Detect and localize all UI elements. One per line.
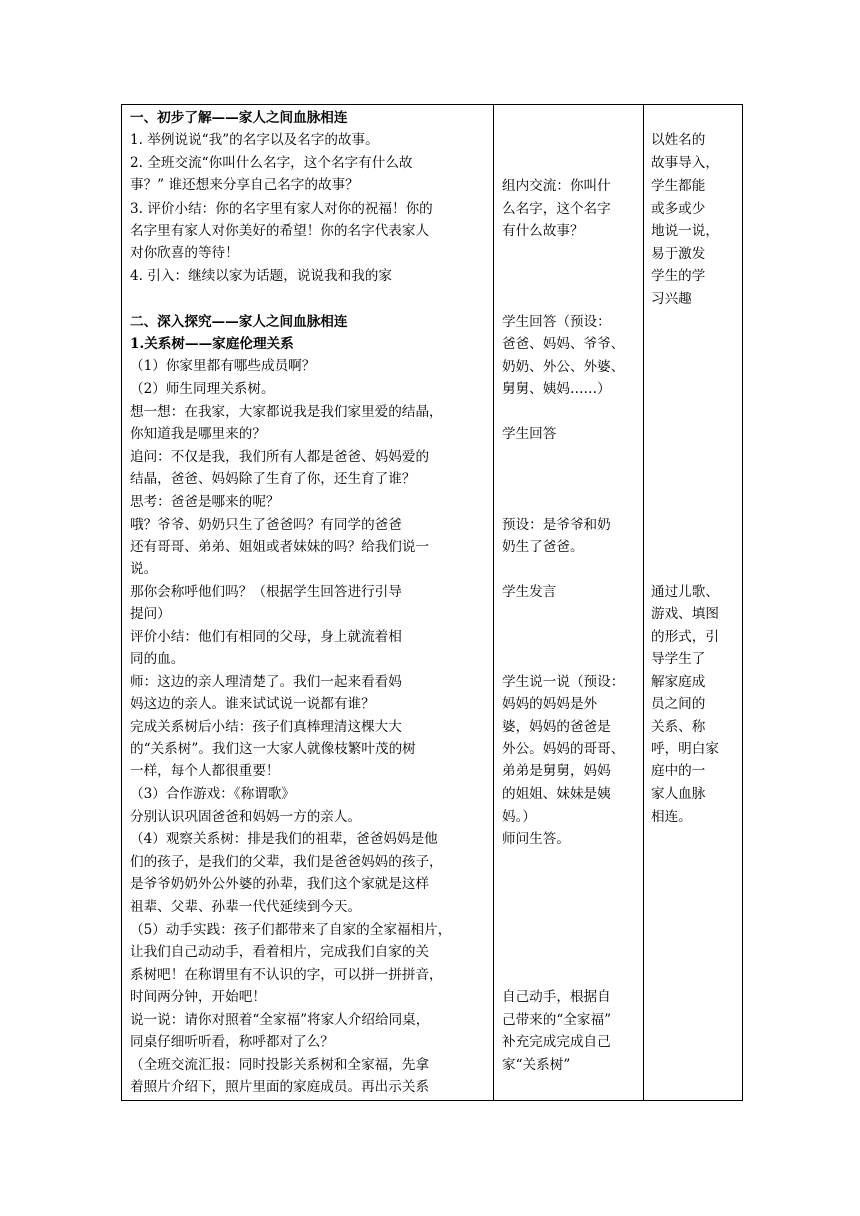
col1-text-line: 系树吧！在称谓里有不认识的字，可以拼一拼拼音， xyxy=(130,967,443,983)
lesson-plan-table xyxy=(121,104,743,1101)
col2-text-line: 么名字，这个名字 xyxy=(502,201,611,217)
col1-text-line: 3. 评价小结：你的名字里有家人对你的祝福！你的 xyxy=(130,201,433,217)
col2-text-line: 爸爸、妈妈、爷爷、 xyxy=(502,336,625,352)
col2-text-line: 的姐姐、妹妹是姨 xyxy=(502,786,611,802)
col2-text-line: 奶生了爸爸。 xyxy=(502,539,584,555)
col1-text-line: 是爷爷奶奶外公外婆的孙辈，我们这个家就是这样 xyxy=(130,876,430,892)
col1-text-line: 事？” 谁还想来分享自己名字的故事？ xyxy=(130,177,359,193)
col1-text-line: 说。 xyxy=(130,561,158,577)
col3-text-line: 易于激发 xyxy=(651,246,706,262)
col1-text-line: 师：这边的亲人理清楚了。我们一起来看看妈 xyxy=(130,674,402,690)
col1-text-line: 对你欣喜的等待！ xyxy=(130,245,239,261)
col2-text-line: 奶奶、外公、外婆、 xyxy=(502,359,625,375)
col1-text-line: 妈这边的亲人。谁来试试说一说都有谁？ xyxy=(130,696,375,712)
col3-text-line: 学生的学 xyxy=(651,268,706,284)
col3-text-line: 地说一说， xyxy=(651,223,719,239)
col1-text-line: 1. 举例说说“我”的名字以及名字的故事。 xyxy=(130,132,379,148)
col1-text-line: （1）你家里都有哪些成员啊？ xyxy=(130,358,316,374)
design-intent-cell xyxy=(644,105,742,1100)
col3-text-line: 或多或少 xyxy=(651,201,706,217)
col2-text-line: 学生回答 xyxy=(502,426,557,442)
col3-text-line: 员之间的 xyxy=(651,696,706,712)
col3-text-line: 相连。 xyxy=(651,809,692,825)
col1-text-line: 分别认识巩固爸爸和妈妈一方的亲人。 xyxy=(130,809,362,825)
col3-text-line: 通过儿歌、 xyxy=(651,584,719,600)
col3-text-line: 故事导入， xyxy=(651,155,719,171)
col2-text-line: 学生说一说（预设： xyxy=(502,674,625,690)
col1-text-line: 祖辈、父辈、孙辈一代代延续到今天。 xyxy=(130,899,362,915)
col1-text-line: 那你会称呼他们吗？（根据学生回答进行引导 xyxy=(130,584,402,600)
col2-text-line: 妈妈的妈妈是外 xyxy=(502,696,598,712)
student-activity-column xyxy=(494,105,644,1101)
col1-text-line: 同桌仔细听听看，称呼都对了么？ xyxy=(130,1034,334,1050)
col1-text-line: 同的血。 xyxy=(130,651,185,667)
col1-text-line: 一样，每个人都很重要！ xyxy=(130,763,280,779)
col2-text-line: 组内交流：你叫什 xyxy=(502,178,611,194)
col1-text-line: （2）师生同理关系树。 xyxy=(130,381,275,397)
col1-text-line: 说一说：请你对照着“全家福”将家人介绍给同桌， xyxy=(130,1012,430,1028)
col1-text-line: 们的孩子，是我们的父辈，我们是爸爸妈妈的孩子， xyxy=(130,854,443,870)
col1-text-line: 思考：爸爸是哪来的呢？ xyxy=(130,494,280,510)
col1-text-line: 追问：不仅是我，我们所有人都是爸爸、妈妈爱的 xyxy=(130,449,430,465)
col1-text-line: 你知道我是哪里来的？ xyxy=(130,426,266,442)
col1-text-line: 完成关系树后小结：孩子们真棒理清这棵大大 xyxy=(130,719,402,735)
col1-text-line: 评价小结：他们有相同的父母，身上就流着相 xyxy=(130,629,402,645)
col1-text-line: 一、初步了解——家人之间血脉相连 xyxy=(130,110,348,126)
col2-text-line: 学生回答（预设： xyxy=(502,314,611,330)
col2-text-line: 补充完成完成自己 xyxy=(502,1034,611,1050)
col3-text-line: 的形式，引 xyxy=(651,629,719,645)
design-intent-column xyxy=(644,105,743,1101)
col2-text-line: 弟弟是舅舅，妈妈 xyxy=(502,763,611,779)
col1-text-line: 想一想：在我家，大家都说我是我们家里爱的结晶， xyxy=(130,404,443,420)
col2-text-line: 学生发言 xyxy=(502,584,557,600)
col3-text-line: 游戏、填图 xyxy=(651,606,719,622)
col1-text-line: 哦？爷爷、奶奶只生了爸爸吗？有同学的爸爸 xyxy=(130,517,402,533)
col3-text-line: 关系、称 xyxy=(651,719,706,735)
col2-text-line: 预设：是爷爷和奶 xyxy=(502,517,611,533)
col1-text-line: （全班交流汇报：同时投影关系树和全家福，先拿 xyxy=(130,1057,430,1073)
col2-text-line: 婆，妈妈的爸爸是 xyxy=(502,719,611,735)
col1-text-line: 还有哥哥、弟弟、姐姐或者妹妹的吗？给我们说一 xyxy=(130,539,430,555)
col1-text-line: 着照片介绍下，照片里面的家庭成员。再出示关系 xyxy=(130,1079,430,1095)
col2-text-line: 家“关系树” xyxy=(502,1057,571,1073)
col1-text-line: （3）合作游戏：《称谓歌》 xyxy=(130,786,295,802)
col2-text-line: 自己动手，根据自 xyxy=(502,989,611,1005)
col1-text-line: 结晶，爸爸、妈妈除了生育了你，还生育了谁？ xyxy=(130,471,416,487)
col1-text-line: 1.关系树——家庭伦理关系 xyxy=(130,336,294,352)
table-row xyxy=(122,105,743,1101)
col1-text-line: 让我们自己动动手，看着相片，完成我们自家的关 xyxy=(130,944,430,960)
student-activity-cell xyxy=(494,105,643,1100)
col2-text-line: 舅舅、姨妈……） xyxy=(502,381,611,397)
col2-text-line: 外公。妈妈的哥哥、 xyxy=(502,741,625,757)
col2-text-line: 妈。） xyxy=(502,809,536,825)
teacher-activity-column xyxy=(122,105,494,1101)
col1-text-line: 二、深入探究——家人之间血脉相连 xyxy=(130,314,348,330)
col1-text-line: （5）动手实践：孩子们都带来了自家的全家福相片， xyxy=(130,922,452,938)
col3-text-line: 庭中的一 xyxy=(651,763,706,779)
col3-text-line: 以姓名的 xyxy=(651,132,706,148)
col1-text-line: 时间两分钟，开始吧！ xyxy=(130,989,266,1005)
col1-text-line: 2. 全班交流“你叫什么名字，这个名字有什么故 xyxy=(130,155,413,171)
col2-text-line: 己带来的“全家福” xyxy=(502,1012,612,1028)
col2-text-line: 有什么故事？ xyxy=(502,223,584,239)
col3-text-line: 呼，明白家 xyxy=(651,741,719,757)
col3-text-line: 习兴趣 xyxy=(651,291,692,307)
col1-text-line: （4）观察关系树：排是我们的祖辈，爸爸妈妈是他 xyxy=(130,831,438,847)
col1-text-line: 名字里有家人对你美好的希望！你的名字代表家人 xyxy=(130,223,430,239)
col1-text-line: 提问） xyxy=(130,606,171,622)
col2-text-line: 师问生答。 xyxy=(502,831,570,847)
col3-text-line: 家人血脉 xyxy=(651,786,706,802)
col3-text-line: 学生都能 xyxy=(651,178,706,194)
col3-text-line: 解家庭成 xyxy=(651,674,706,690)
col1-text-line: 4. 引入：继续以家为话题，说说我和我的家 xyxy=(130,268,392,284)
col1-text-line: 的“关系树”。我们这一大家人就像枝繁叶茂的树 xyxy=(130,741,416,757)
col3-text-line: 导学生了 xyxy=(651,651,706,667)
teacher-activity-cell xyxy=(122,105,493,1100)
